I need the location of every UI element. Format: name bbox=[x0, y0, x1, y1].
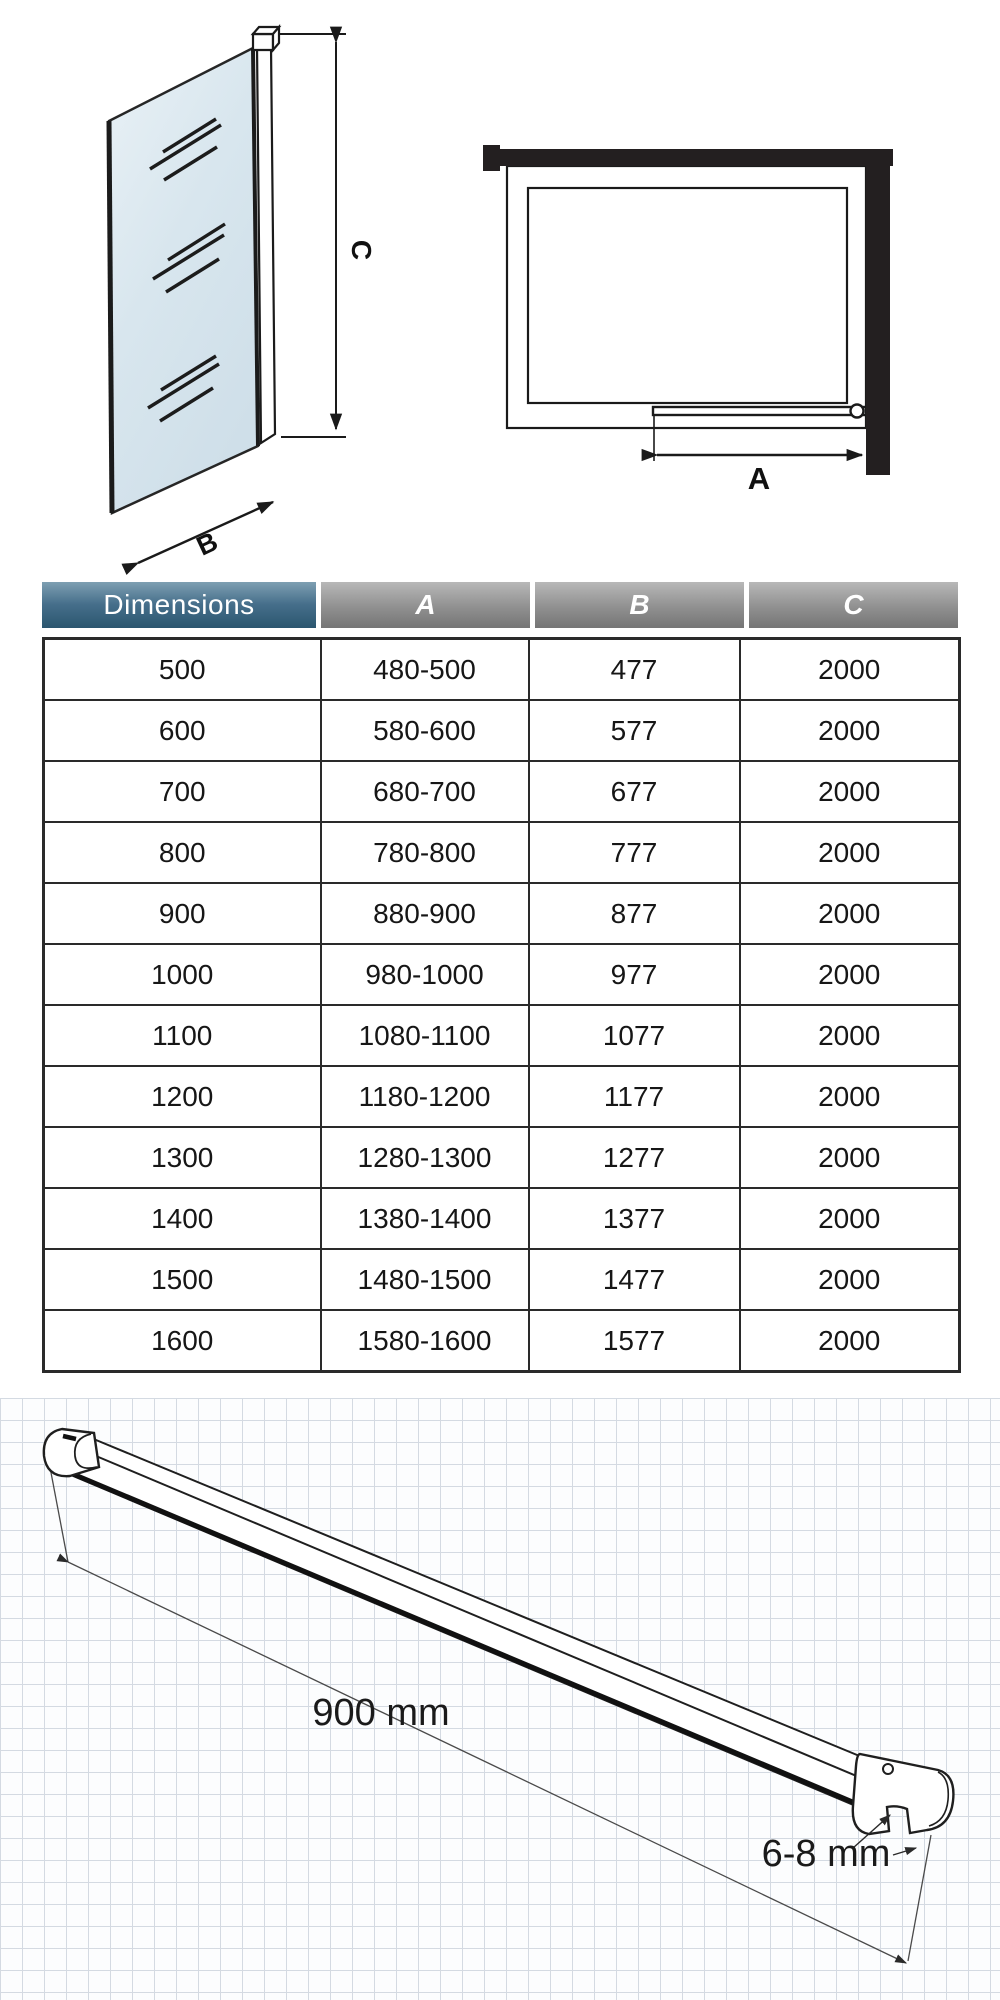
table-row bbox=[44, 1249, 960, 1310]
table-cell: 1500 bbox=[44, 1249, 321, 1310]
top-view-diagram bbox=[483, 145, 893, 496]
label-900mm: 900 mm bbox=[312, 1692, 450, 1734]
dimensions-table-body bbox=[44, 639, 960, 1372]
table-cell: 700 bbox=[44, 761, 321, 822]
table-cell: 780-800 bbox=[321, 822, 529, 883]
support-bar-drawing bbox=[0, 1398, 1000, 2000]
table-cell: 777 bbox=[529, 822, 740, 883]
table-cell: 877 bbox=[529, 883, 740, 944]
header-cell-c: C bbox=[749, 582, 958, 628]
table-cell: 2000 bbox=[740, 761, 960, 822]
dimensions-table bbox=[42, 582, 958, 1373]
dimension-b-label: B bbox=[192, 526, 223, 562]
wall-top-left-cap bbox=[483, 145, 500, 171]
table-cell: 677 bbox=[529, 761, 740, 822]
table-cell: 2000 bbox=[740, 944, 960, 1005]
table-row bbox=[44, 1005, 960, 1066]
dimension-line-900 bbox=[49, 1462, 931, 1963]
table-cell: 800 bbox=[44, 822, 321, 883]
table-cell: 1080-1100 bbox=[321, 1005, 529, 1066]
table-cell: 880-900 bbox=[321, 883, 529, 944]
label-6-8mm: 6-8 mm bbox=[761, 1833, 891, 1875]
table-cell: 2000 bbox=[740, 883, 960, 944]
glass-panel-top-view bbox=[653, 407, 866, 415]
table-cell: 2000 bbox=[740, 639, 960, 701]
table-cell: 1480-1500 bbox=[321, 1249, 529, 1310]
table-cell: 580-600 bbox=[321, 700, 529, 761]
table-row bbox=[44, 1127, 960, 1188]
header-cell-a: A bbox=[321, 582, 530, 628]
glass-clamp bbox=[853, 1754, 954, 1834]
table-cell: 500 bbox=[44, 639, 321, 701]
table-row bbox=[44, 883, 960, 944]
wall-mount-cap bbox=[44, 1429, 99, 1476]
table-cell: 2000 bbox=[740, 822, 960, 883]
table-cell: 1000 bbox=[44, 944, 321, 1005]
table-cell: 2000 bbox=[740, 1066, 960, 1127]
table-cell: 1180-1200 bbox=[321, 1066, 529, 1127]
table-cell: 980-1000 bbox=[321, 944, 529, 1005]
header-cell-dimensions: Dimensions bbox=[42, 582, 316, 628]
table-cell: 1277 bbox=[529, 1127, 740, 1188]
dimension-a-label: A bbox=[747, 461, 771, 496]
dimensions-table-header bbox=[42, 582, 958, 628]
table-cell: 1377 bbox=[529, 1188, 740, 1249]
shower-tray-inner-outline bbox=[528, 188, 847, 403]
wall-right-bar bbox=[866, 149, 890, 475]
dimension-c-arrow bbox=[279, 34, 346, 437]
table-cell: 2000 bbox=[740, 700, 960, 761]
table-cell: 1580-1600 bbox=[321, 1310, 529, 1372]
table-cell: 1200 bbox=[44, 1066, 321, 1127]
top-diagrams bbox=[0, 0, 1000, 582]
header-cell-b: B bbox=[535, 582, 744, 628]
table-cell: 2000 bbox=[740, 1127, 960, 1188]
table-cell: 1077 bbox=[529, 1005, 740, 1066]
table-cell: 1177 bbox=[529, 1066, 740, 1127]
support-bar-diagram bbox=[0, 1398, 1000, 2000]
table-cell: 1600 bbox=[44, 1310, 321, 1372]
table-cell: 1380-1400 bbox=[321, 1188, 529, 1249]
table-cell: 1577 bbox=[529, 1310, 740, 1372]
table-row bbox=[44, 1310, 960, 1372]
dimensions-table-grid bbox=[42, 637, 961, 1373]
table-cell: 477 bbox=[529, 639, 740, 701]
table-cell: 977 bbox=[529, 944, 740, 1005]
table-cell: 2000 bbox=[740, 1249, 960, 1310]
table-cell: 577 bbox=[529, 700, 740, 761]
table-cell: 680-700 bbox=[321, 761, 529, 822]
dimension-c-label: C bbox=[346, 239, 377, 261]
table-cell: 1280-1300 bbox=[321, 1127, 529, 1188]
table-cell: 600 bbox=[44, 700, 321, 761]
table-cell: 2000 bbox=[740, 1310, 960, 1372]
wall-top-bar bbox=[487, 149, 893, 166]
table-cell: 2000 bbox=[740, 1005, 960, 1066]
table-row bbox=[44, 761, 960, 822]
table-cell: 1100 bbox=[44, 1005, 321, 1066]
table-cell: 480-500 bbox=[321, 639, 529, 701]
support-knob bbox=[851, 405, 864, 418]
table-cell: 2000 bbox=[740, 1188, 960, 1249]
table-row bbox=[44, 1188, 960, 1249]
front-view-diagram bbox=[109, 27, 377, 563]
support-bar bbox=[59, 1440, 874, 1806]
table-cell: 1477 bbox=[529, 1249, 740, 1310]
table-cell: 900 bbox=[44, 883, 321, 944]
table-row bbox=[44, 822, 960, 883]
table-row bbox=[44, 639, 960, 701]
table-cell: 1300 bbox=[44, 1127, 321, 1188]
table-row bbox=[44, 944, 960, 1005]
table-row bbox=[44, 1066, 960, 1127]
table-row bbox=[44, 700, 960, 761]
table-cell: 1400 bbox=[44, 1188, 321, 1249]
screw-hole bbox=[883, 1764, 893, 1774]
